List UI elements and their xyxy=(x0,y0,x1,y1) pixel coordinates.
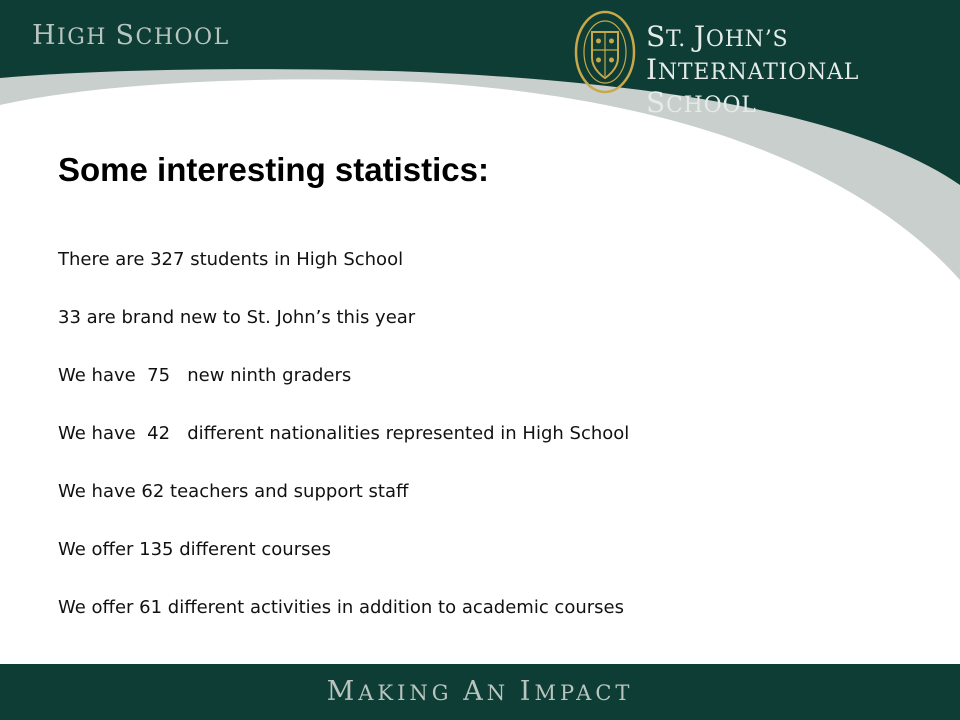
stat-item: We offer 61 different activities in addition to academic courses xyxy=(58,597,624,618)
section-title: HIGH SCHOOL xyxy=(32,20,230,51)
stat-item: There are 327 students in High School xyxy=(58,249,404,270)
school-crest-icon xyxy=(574,10,636,94)
school-name-line1: ST. JOHN’S xyxy=(646,20,789,53)
footer-band xyxy=(0,664,960,720)
stat-item: We offer 135 different courses xyxy=(58,539,331,560)
school-logo-text xyxy=(646,22,960,121)
footer-tagline: MAKING AN IMPACT xyxy=(326,676,634,707)
stat-item: We have 75 new ninth graders xyxy=(58,365,352,386)
statistics-list xyxy=(58,247,629,653)
page-title: Some interesting statistics: xyxy=(58,151,489,188)
stat-item: 33 are brand new to St. John’s this year xyxy=(58,307,416,328)
stat-item: We have 42 different nationalities represented in High School xyxy=(58,423,630,444)
stat-item: We have 62 teachers and support staff xyxy=(58,481,409,502)
school-name-line2: INTERNATIONAL SCHOOL xyxy=(646,53,860,119)
